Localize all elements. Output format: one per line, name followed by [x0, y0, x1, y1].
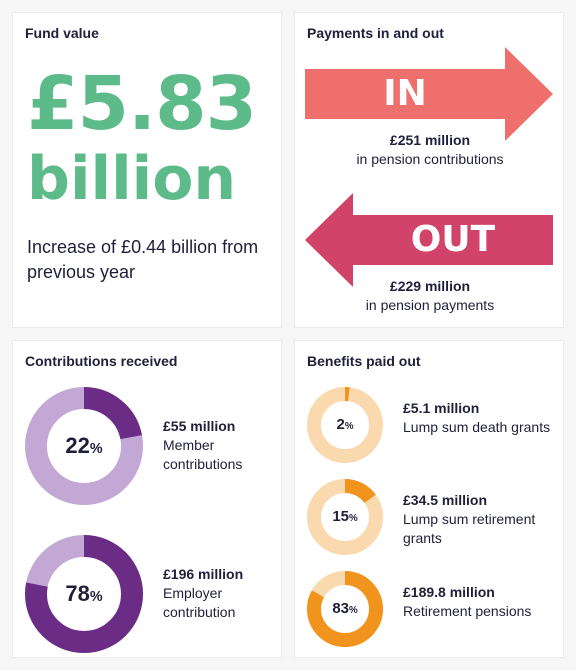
percent-sign: %: [344, 421, 354, 432]
percent-sign: %: [89, 589, 103, 605]
payments-in-desc: in pension contributions: [356, 151, 504, 167]
row-description: Employer contribution: [163, 585, 236, 620]
fund-value-unit: billion: [27, 144, 237, 214]
percent-sign: %: [349, 605, 358, 616]
row-amount: £196 million: [163, 566, 244, 582]
donut-percent-label: [25, 387, 143, 505]
benefits-card: [294, 340, 564, 658]
out-arrow: [305, 193, 553, 287]
contribution-row: [13, 535, 283, 653]
row-description: Member contributions: [163, 437, 243, 472]
donut-percent-value: 2: [336, 416, 345, 433]
donut-percent-label: [25, 535, 143, 653]
donut-percent-value: 78: [65, 581, 90, 606]
row-text: [403, 583, 561, 621]
donut-percent-value: 83: [332, 600, 349, 617]
row-amount: £189.8 million: [403, 584, 495, 600]
row-text: [163, 565, 278, 622]
row-description: Lump sum retirement grants: [403, 511, 536, 546]
donut-percent-label: [307, 571, 383, 647]
row-description: Lump sum death grants: [403, 419, 551, 435]
fund-value-title: Fund value: [25, 25, 99, 41]
row-description: Retirement pensions: [403, 603, 532, 619]
row-amount: £5.1 million: [403, 400, 480, 416]
contribution-row: [13, 387, 283, 505]
payments-card: [294, 12, 564, 328]
donut-percent-value: 22: [65, 433, 90, 458]
percent-sign: %: [89, 441, 103, 457]
out-arrow-label: OUT: [410, 219, 496, 260]
benefit-row: [295, 571, 565, 647]
percent-sign: %: [349, 513, 358, 524]
fund-value-card: [12, 12, 282, 328]
payments-out-amount: £229 million: [389, 278, 471, 294]
row-text: [403, 399, 561, 437]
fund-value-amount: £5.83: [27, 61, 257, 147]
in-arrow: [305, 47, 553, 141]
row-amount: £55 million: [163, 418, 236, 434]
payments-out-text: [295, 277, 565, 315]
donut-percent-value: 15: [332, 508, 349, 525]
row-text: [163, 417, 278, 474]
donut-percent-label: [307, 479, 383, 555]
donut-percent-label: [307, 387, 383, 463]
contributions-card: [12, 340, 282, 658]
payments-in-amount: £251 million: [389, 132, 471, 148]
contributions-title: Contributions received: [25, 353, 178, 369]
benefit-row: [295, 387, 565, 463]
payments-title: Payments in and out: [307, 25, 444, 41]
row-text: [403, 491, 561, 548]
row-amount: £34.5 million: [403, 492, 488, 508]
fund-value-note: Increase of £0.44 billion from previous year: [27, 237, 259, 282]
payments-in-text: [295, 131, 565, 169]
in-arrow-label: IN: [383, 73, 427, 114]
benefits-title: Benefits paid out: [307, 353, 421, 369]
payments-out-desc: in pension payments: [365, 297, 495, 313]
benefit-row: [295, 479, 565, 555]
